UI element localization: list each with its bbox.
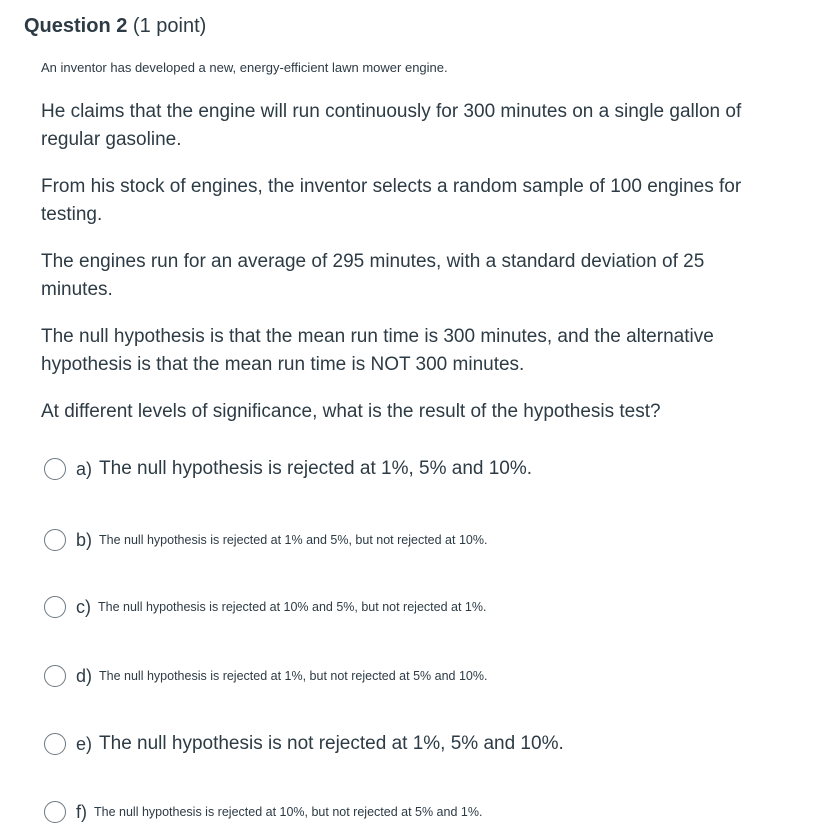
answer-letter: b) bbox=[76, 529, 93, 550]
answer-letter: e) bbox=[76, 733, 93, 754]
question-prompt: At different levels of significance, what is the result of the hypothesis test? bbox=[41, 401, 661, 422]
question-header bbox=[24, 13, 206, 39]
answer-letter: a) bbox=[76, 458, 93, 479]
question-paragraph: The engines run for an average of 295 minutes, with a standard deviation of 25 minutes. bbox=[41, 251, 705, 300]
answer-text: The null hypothesis is rejected at 1%, 5% and 10%. bbox=[99, 458, 533, 479]
answer-option-a[interactable] bbox=[44, 454, 532, 484]
answer-text: The null hypothesis is rejected at 1%, but not rejected at 5% and 10%. bbox=[99, 669, 488, 683]
radio-button-c[interactable] bbox=[44, 596, 66, 618]
radio-button-d[interactable] bbox=[44, 665, 66, 687]
answer-option-f[interactable] bbox=[44, 797, 482, 827]
radio-button-e[interactable] bbox=[44, 733, 66, 755]
radio-button-a[interactable] bbox=[44, 458, 66, 480]
answer-text: The null hypothesis is rejected at 10% and 5%, but not rejected at 1%. bbox=[98, 600, 487, 614]
answer-option-e[interactable] bbox=[44, 729, 564, 759]
question-points: (1 point) bbox=[132, 15, 207, 37]
question-paragraph: He claims that the engine will run continuously for 300 minutes on a single gallon of regular gasoline. bbox=[41, 101, 742, 150]
answer-text: The null hypothesis is rejected at 10%, but not rejected at 5% and 1%. bbox=[94, 805, 483, 819]
radio-button-f[interactable] bbox=[44, 801, 66, 823]
answer-text: The null hypothesis is rejected at 1% and 5%, but not rejected at 10%. bbox=[99, 533, 488, 547]
radio-button-b[interactable] bbox=[44, 529, 66, 551]
question-paragraph: From his stock of engines, the inventor selects a random sample of 100 engines for testing. bbox=[41, 176, 742, 225]
answer-text: The null hypothesis is not rejected at 1%, 5% and 10%. bbox=[99, 733, 564, 754]
answer-option-c[interactable] bbox=[44, 592, 486, 622]
answer-option-d[interactable] bbox=[44, 661, 487, 691]
question-intro: An inventor has developed a new, energy-efficient lawn mower engine. bbox=[41, 60, 448, 75]
answer-option-b[interactable] bbox=[44, 525, 487, 555]
question-paragraph: The null hypothesis is that the mean run time is 300 minutes, and the alternative hypothesis is that the mean run time is NOT 300 minutes. bbox=[41, 326, 714, 375]
question-title: Question 2 bbox=[24, 15, 128, 37]
answer-letter: d) bbox=[76, 665, 93, 686]
answer-letter: c) bbox=[76, 596, 91, 617]
answer-letter: f) bbox=[76, 801, 87, 822]
